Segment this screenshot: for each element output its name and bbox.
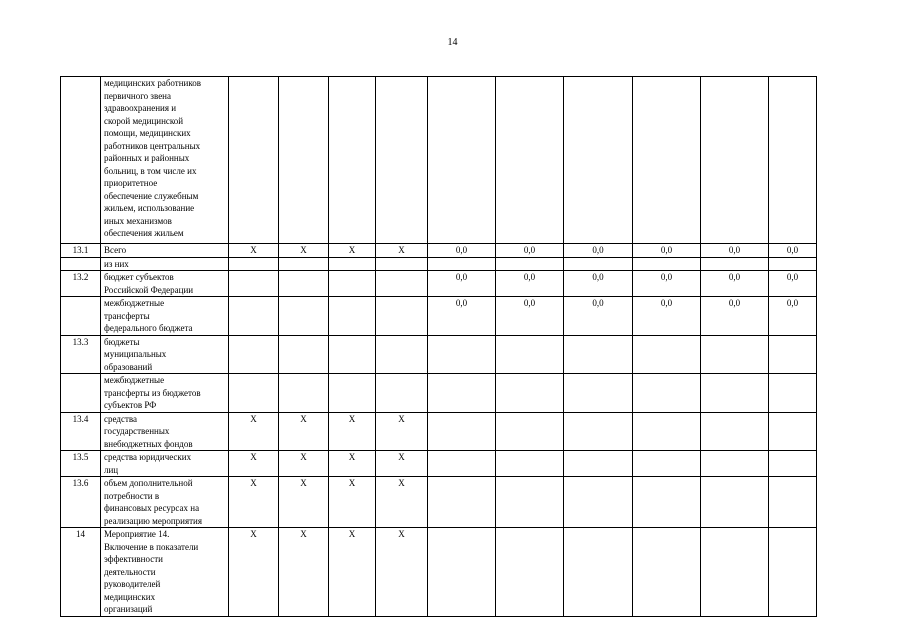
- value-cell: [496, 257, 564, 271]
- mark-cell: X: [229, 451, 279, 477]
- value-cell: [633, 412, 701, 451]
- mark-cell: [229, 77, 279, 244]
- value-cell: [769, 451, 817, 477]
- mark-cell: [279, 335, 329, 374]
- row-number-cell: [61, 77, 101, 244]
- mark-cell: X: [279, 477, 329, 528]
- row-number-cell: 13.4: [61, 412, 101, 451]
- value-cell: [564, 77, 633, 244]
- value-cell: 0,0: [769, 244, 817, 258]
- value-cell: [428, 412, 496, 451]
- value-cell: 0,0: [428, 271, 496, 297]
- page-number: 14: [447, 37, 458, 48]
- value-cell: [496, 374, 564, 413]
- mark-cell: [279, 257, 329, 271]
- value-cell: [496, 77, 564, 244]
- value-cell: [633, 477, 701, 528]
- value-cell: [564, 335, 633, 374]
- value-cell: [701, 477, 769, 528]
- value-cell: [769, 528, 817, 617]
- table-row: [61, 77, 817, 244]
- value-cell: [564, 412, 633, 451]
- mark-cell: X: [229, 244, 279, 258]
- mark-cell: [279, 77, 329, 244]
- row-description-cell: межбюджетные трансферты федерального бюджета: [101, 297, 229, 336]
- value-cell: [428, 77, 496, 244]
- value-cell: [701, 335, 769, 374]
- table-row: [61, 528, 817, 617]
- value-cell: 0,0: [633, 244, 701, 258]
- value-cell: 0,0: [701, 271, 769, 297]
- mark-cell: [229, 271, 279, 297]
- mark-cell: [376, 271, 428, 297]
- mark-cell: [229, 335, 279, 374]
- table-row: [61, 477, 817, 528]
- table-row: [61, 271, 817, 297]
- row-description-cell: бюджет субъектов Российской Федерации: [101, 271, 229, 297]
- mark-cell: X: [329, 244, 376, 258]
- value-cell: 0,0: [496, 297, 564, 336]
- row-description-cell: средства юридических лиц: [101, 451, 229, 477]
- mark-cell: X: [376, 412, 428, 451]
- mark-cell: [329, 271, 376, 297]
- mark-cell: X: [329, 528, 376, 617]
- table-row: [61, 412, 817, 451]
- mark-cell: [329, 297, 376, 336]
- value-cell: 0,0: [428, 297, 496, 336]
- mark-cell: [376, 77, 428, 244]
- value-cell: 0,0: [564, 244, 633, 258]
- row-description-cell: средства государственных внебюджетных фондов: [101, 412, 229, 451]
- table-row: [61, 257, 817, 271]
- mark-cell: [279, 271, 329, 297]
- mark-cell: [329, 77, 376, 244]
- value-cell: [496, 528, 564, 617]
- row-number-cell: [61, 257, 101, 271]
- value-cell: [496, 477, 564, 528]
- value-cell: [564, 477, 633, 528]
- value-cell: 0,0: [769, 297, 817, 336]
- table-row: [61, 297, 817, 336]
- mark-cell: X: [376, 528, 428, 617]
- row-number-cell: 13.6: [61, 477, 101, 528]
- row-description-cell: Всего: [101, 244, 229, 258]
- mark-cell: X: [229, 412, 279, 451]
- mark-cell: X: [329, 451, 376, 477]
- mark-cell: [329, 335, 376, 374]
- value-cell: [701, 257, 769, 271]
- financing-table: [60, 76, 817, 617]
- row-number-cell: 13.3: [61, 335, 101, 374]
- value-cell: [633, 335, 701, 374]
- value-cell: [769, 412, 817, 451]
- mark-cell: X: [229, 528, 279, 617]
- value-cell: 0,0: [633, 297, 701, 336]
- value-cell: [769, 374, 817, 413]
- row-description-cell: медицинских работников первичного звена здравоохранения и скорой медицинской помощи, медицинских работников центральных районных и районных больниц, в том числе их приоритетное обеспечение служебным жильем, использование иных механизмов обеспечения жильем: [101, 77, 229, 244]
- value-cell: [428, 257, 496, 271]
- value-cell: [769, 477, 817, 528]
- row-description-cell: Мероприятие 14. Включение в показатели эффективности деятельности руководителей медицинских организаций: [101, 528, 229, 617]
- value-cell: [564, 257, 633, 271]
- value-cell: [633, 77, 701, 244]
- value-cell: [564, 451, 633, 477]
- mark-cell: X: [279, 451, 329, 477]
- row-description-cell: межбюджетные трансферты из бюджетов субъектов РФ: [101, 374, 229, 413]
- mark-cell: X: [376, 451, 428, 477]
- value-cell: [633, 528, 701, 617]
- value-cell: [496, 451, 564, 477]
- mark-cell: [376, 297, 428, 336]
- mark-cell: [376, 257, 428, 271]
- value-cell: [769, 77, 817, 244]
- mark-cell: [376, 335, 428, 374]
- mark-cell: [329, 257, 376, 271]
- value-cell: [769, 257, 817, 271]
- value-cell: 0,0: [701, 297, 769, 336]
- value-cell: 0,0: [428, 244, 496, 258]
- mark-cell: X: [279, 244, 329, 258]
- row-description-cell: бюджеты муниципальных образований: [101, 335, 229, 374]
- value-cell: 0,0: [496, 244, 564, 258]
- mark-cell: [279, 374, 329, 413]
- mark-cell: X: [279, 412, 329, 451]
- value-cell: [496, 335, 564, 374]
- mark-cell: X: [376, 477, 428, 528]
- row-description-cell: объем дополнительной потребности в финансовых ресурсах на реализацию мероприятия: [101, 477, 229, 528]
- value-cell: [428, 335, 496, 374]
- row-description-cell: из них: [101, 257, 229, 271]
- value-cell: [769, 335, 817, 374]
- table-body: [61, 77, 817, 617]
- value-cell: [564, 374, 633, 413]
- mark-cell: [279, 297, 329, 336]
- value-cell: [701, 412, 769, 451]
- value-cell: [428, 528, 496, 617]
- value-cell: 0,0: [496, 271, 564, 297]
- mark-cell: [229, 257, 279, 271]
- value-cell: [428, 477, 496, 528]
- mark-cell: X: [279, 528, 329, 617]
- mark-cell: X: [229, 477, 279, 528]
- row-number-cell: 14: [61, 528, 101, 617]
- table-row: [61, 374, 817, 413]
- value-cell: 0,0: [701, 244, 769, 258]
- mark-cell: [229, 297, 279, 336]
- value-cell: [428, 451, 496, 477]
- row-number-cell: [61, 374, 101, 413]
- mark-cell: X: [329, 477, 376, 528]
- table-row: [61, 335, 817, 374]
- value-cell: [496, 412, 564, 451]
- value-cell: 0,0: [769, 271, 817, 297]
- value-cell: [633, 374, 701, 413]
- value-cell: [701, 451, 769, 477]
- mark-cell: X: [329, 412, 376, 451]
- mark-cell: X: [376, 244, 428, 258]
- value-cell: [701, 374, 769, 413]
- value-cell: 0,0: [633, 271, 701, 297]
- table-row: [61, 451, 817, 477]
- mark-cell: [329, 374, 376, 413]
- row-number-cell: [61, 297, 101, 336]
- value-cell: 0,0: [564, 297, 633, 336]
- value-cell: 0,0: [564, 271, 633, 297]
- mark-cell: [376, 374, 428, 413]
- row-number-cell: 13.5: [61, 451, 101, 477]
- value-cell: [701, 528, 769, 617]
- value-cell: [633, 257, 701, 271]
- value-cell: [701, 77, 769, 244]
- mark-cell: [229, 374, 279, 413]
- value-cell: [564, 528, 633, 617]
- value-cell: [633, 451, 701, 477]
- value-cell: [428, 374, 496, 413]
- table-row: [61, 244, 817, 258]
- row-number-cell: 13.1: [61, 244, 101, 258]
- row-number-cell: 13.2: [61, 271, 101, 297]
